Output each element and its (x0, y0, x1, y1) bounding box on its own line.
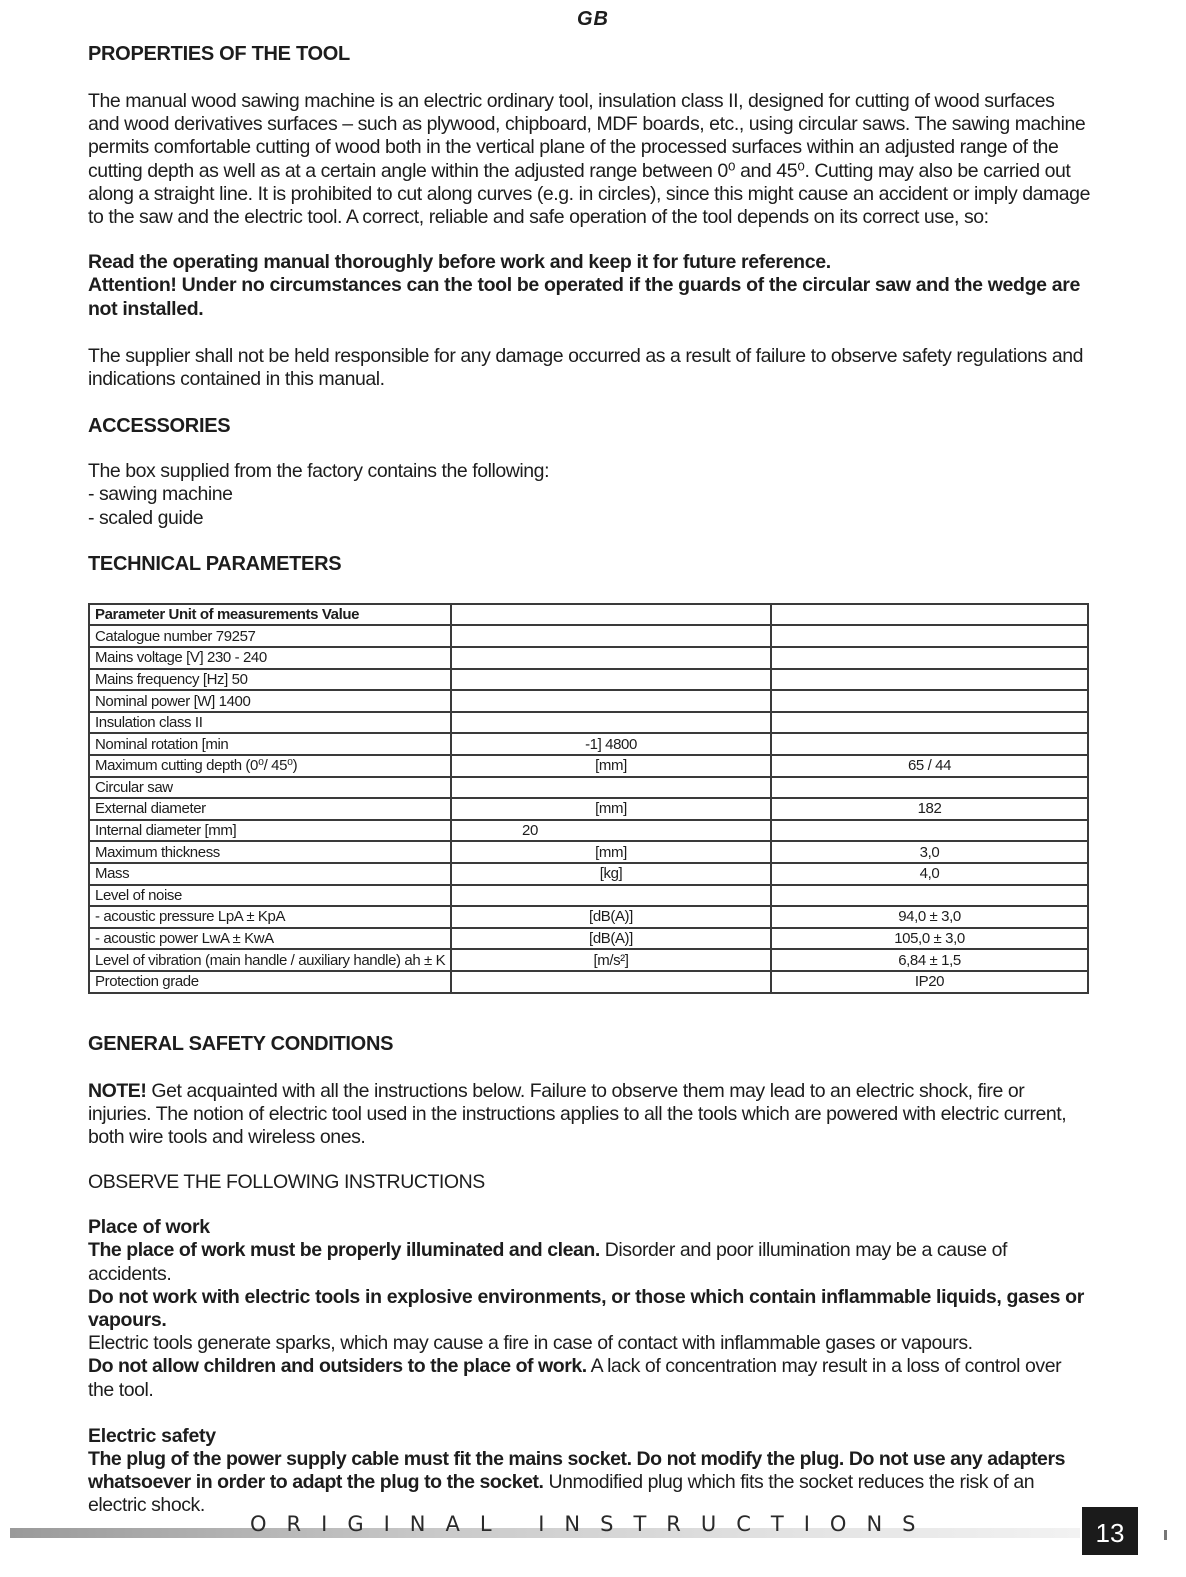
table-cell: [m/s²] (451, 949, 771, 971)
edge-mark (1164, 1530, 1167, 1540)
table-cell: Level of vibration (main handle / auxiliary handle) ah ± K (89, 949, 451, 971)
table-cell: 182 (771, 798, 1088, 820)
place-rule-3-text: A lack of concentration may result in a loss of control over the tool. (88, 1355, 1062, 1401)
table-cell: Mass (89, 863, 451, 885)
table-row (89, 863, 1088, 885)
table-row (89, 712, 1088, 734)
warning-read-manual: Read the operating manual thoroughly before work and keep it for future reference. (88, 251, 831, 274)
table-row (89, 625, 1088, 647)
electric-rule-1-text: Unmodified plug which fits the socket reduces the risk of an electric shock. (88, 1470, 1035, 1517)
table-cell (451, 647, 771, 669)
table-row (89, 820, 1088, 842)
table-cell: Nominal rotation [min (89, 733, 451, 755)
table-cell: Circular saw (89, 777, 451, 799)
table-cell (771, 690, 1088, 712)
table-row (89, 798, 1088, 820)
language-code: GB (577, 8, 609, 30)
safety-note (88, 1080, 1090, 1150)
table-cell: 105,0 ± 3,0 (771, 928, 1088, 950)
place-rule-1 (88, 1239, 1090, 1285)
table-cell: External diameter (89, 798, 451, 820)
electric-rule-1-bold: The plug of the power supply cable must fit the mains socket. Do not modify the plug. Do not use any adapters whatsoever in order to adapt the plug to the socket. (88, 1447, 1065, 1493)
table-cell: [mm] (451, 755, 771, 777)
table-cell: [mm] (451, 798, 771, 820)
table-cell (771, 647, 1088, 669)
note-text: Get acquainted with all the instructions below. Failure to observe them may lead to an electric shock, fire or injuries. The notion of electric tool used in the instructions applies to all the tools which are powered with electric current, both wire tools and wireless ones. (88, 1079, 1067, 1148)
table-cell (451, 971, 771, 993)
table-cell (451, 669, 771, 691)
table-cell: [kg] (451, 863, 771, 885)
table-cell: 65 / 44 (771, 755, 1088, 777)
table-row (89, 777, 1088, 799)
table-cell: Insulation class II (89, 712, 451, 734)
table-cell: -1] 4800 (451, 733, 771, 755)
place-rule-2-text: Electric tools generate sparks, which may cause a fire in case of contact with inflammable gases or vapours. (88, 1332, 973, 1355)
table-cell: Internal diameter [mm] (89, 820, 451, 842)
table-cell (451, 625, 771, 647)
table-cell: 20 (451, 820, 771, 842)
table-cell (771, 669, 1088, 691)
page-number: 13 (1082, 1507, 1138, 1555)
table-cell (771, 625, 1088, 647)
table-cell: [mm] (451, 841, 771, 863)
properties-description: The manual wood sawing machine is an electric ordinary tool, insulation class II, designed for cutting of wood surfaces and wood derivatives surfaces – such as plywood, chipboard, MDF boards, etc., using circular saws. The sawing machine permits comfortable cutting of wood both in the vertical plane of the processed surfaces within an adjusted range of the cutting depth as well as at a certain angle within the adjusted range between 0⁰ and 45⁰. Cutting may also be carried out along a straight line. It is prohibited to cut along curves (e.g. in circles), since this might cause an accident or imply damage to the saw and the electric tool. A correct, reliable and safe operation of the tool depends on its correct use, so: (88, 90, 1090, 229)
properties-heading: PROPERTIES OF THE TOOL (88, 43, 350, 65)
accessory-item: - sawing machine (88, 483, 233, 506)
table-cell: Mains frequency [Hz] 50 (89, 669, 451, 691)
table-cell: Maximum cutting depth (0⁰/ 45⁰) (89, 755, 451, 777)
table-cell (451, 885, 771, 907)
table-cell: Level of noise (89, 885, 451, 907)
supplier-note: The supplier shall not be held responsible for any damage occurred as a result of failure to observe safety regulations and indications contained in this manual. (88, 344, 1084, 391)
table-cell: Mains voltage [V] 230 - 240 (89, 647, 451, 669)
table-cell: 6,84 ± 1,5 (771, 949, 1088, 971)
table-row (89, 690, 1088, 712)
table-cell: - acoustic power LwA ± KwA (89, 928, 451, 950)
table-row (89, 647, 1088, 669)
footer-original-instructions: ORIGINAL INSTRUCTIONS (250, 1512, 936, 1536)
page-content (88, 42, 1090, 1517)
table-cell: - acoustic pressure LpA ± KpA (89, 906, 451, 928)
table-cell (771, 733, 1088, 755)
table-cell (771, 712, 1088, 734)
place-rule-2-bold: Do not work with electric tools in explosive environments, or those which contain inflammable liquids, gases or vapours. (88, 1285, 1084, 1331)
table-row (89, 841, 1088, 863)
table-cell (771, 885, 1088, 907)
table-cell: 4,0 (771, 863, 1088, 885)
place-rule-1-text: Disorder and poor illumination may be a cause of accidents. (88, 1239, 1007, 1285)
table-cell (451, 690, 771, 712)
warning-attention: Attention! Under no circumstances can the tool be operated if the guards of the circular saw and the wedge are not installed. (88, 274, 1080, 320)
technical-parameters-table (88, 603, 1089, 994)
table-cell: [dB(A)] (451, 906, 771, 928)
table-cell (771, 820, 1088, 842)
technical-heading: TECHNICAL PARAMETERS (88, 552, 342, 575)
table-cell: [dB(A)] (451, 928, 771, 950)
table-cell: Parameter Unit of measurements Value (89, 604, 451, 626)
table-cell: 3,0 (771, 841, 1088, 863)
table-header-row (89, 604, 1088, 626)
table-cell: IP20 (771, 971, 1088, 993)
accessories-heading: ACCESSORIES (88, 415, 231, 438)
observe-instructions: OBSERVE THE FOLLOWING INSTRUCTIONS (88, 1171, 485, 1194)
place-rule-3-bold: Do not allow children and outsiders to the place of work. (88, 1355, 587, 1378)
table-cell (451, 712, 771, 734)
table-cell (771, 777, 1088, 799)
table-cell (451, 777, 771, 799)
place-of-work-heading: Place of work (88, 1216, 210, 1239)
table-cell: 94,0 ± 3,0 (771, 906, 1088, 928)
table-cell: Nominal power [W] 1400 (89, 690, 451, 712)
electric-rule-1 (88, 1448, 1090, 1518)
safety-heading: GENERAL SAFETY CONDITIONS (88, 1032, 394, 1055)
note-label: NOTE! (88, 1079, 147, 1102)
table-row (89, 885, 1088, 907)
place-rule-1-bold: The place of work must be properly illuminated and clean. (88, 1239, 600, 1262)
electric-safety-heading: Electric safety (88, 1424, 216, 1447)
table-row (89, 755, 1088, 777)
table-row (89, 669, 1088, 691)
table-row (89, 906, 1088, 928)
table-row (89, 928, 1088, 950)
table-row (89, 733, 1088, 755)
table-row (89, 949, 1088, 971)
table-cell: Maximum thickness (89, 841, 451, 863)
accessory-item: - scaled guide (88, 506, 204, 529)
table-cell (771, 604, 1088, 626)
table-cell: Catalogue number 79257 (89, 625, 451, 647)
table-cell: Protection grade (89, 971, 451, 993)
accessories-intro: The box supplied from the factory contains the following: (88, 460, 550, 483)
table-row (89, 971, 1088, 993)
place-rule-3 (88, 1355, 1090, 1401)
table-cell (451, 604, 771, 626)
